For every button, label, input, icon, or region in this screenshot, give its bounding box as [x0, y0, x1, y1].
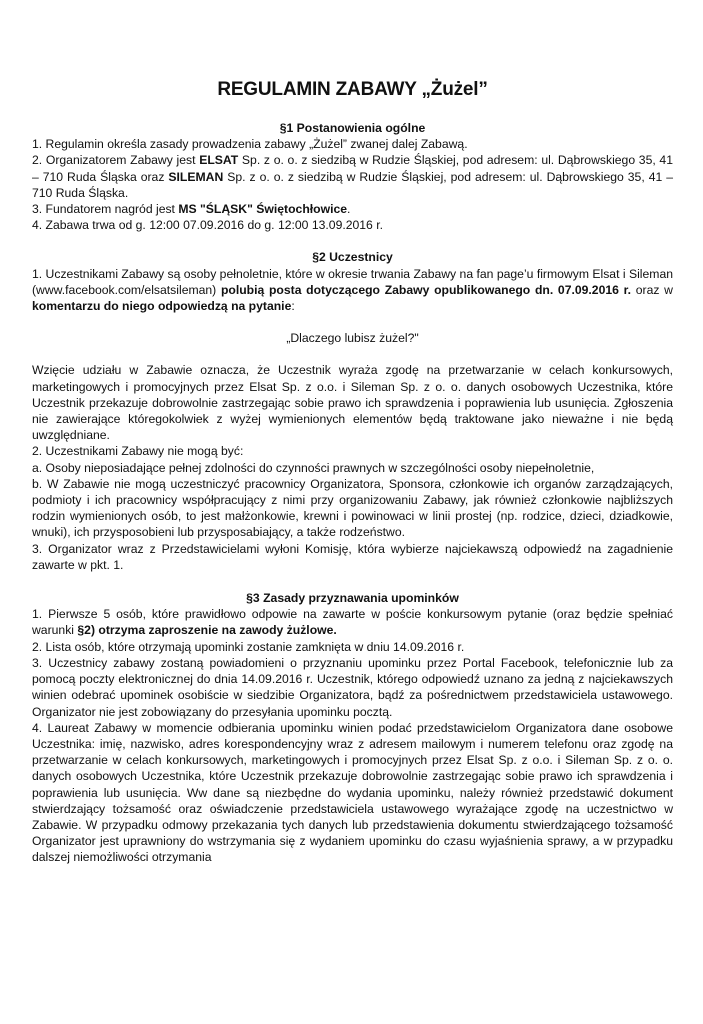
s2-paragraph-2: Wzięcie udziału w Zabawie oznacza, że Uczestnik wyraża zgodę na przetwarzanie w celach konkursowych, marketingowych i promocyjnych przez Elsat Sp. z o.o. i Sileman Sp. z o. o. danych osobowych Uczestnika, które Uczestnik przekazuje dobrowolnie zastrzegając sobie prawo ich sprawdzenia i poprawienia lub usunięcia. Zgłoszenia nie zawierające któregokolwiek z wyżej wymienionych elementów będą traktowane jako nieważne i nie będą uwzględniane. [32, 363, 673, 443]
s3-paragraph-2: 2. Lista osób, które otrzymają upominki zostanie zamknięta w dniu 14.09.2016 r. [32, 639, 465, 654]
s3-paragraph-3: 3. Uczestnicy zabawy zostaną powiadomieni o przyznaniu upominku przez Portal Facebook, telefonicznie lub za pomocą poczty elektronicznej do dnia 14.09.2016 r. Uczestnik, którego odpowiedź uznano za jedną z najciekawszych winien odebrać upominek osobiście w siedzibie Organizatora, bądź za pośrednictwem przedstawiciela ustawowego. Organizator nie jest zobowiązany do przesyłania upominku pocztą. [32, 655, 673, 719]
section-1-title: §1 Postanowienia ogólne [279, 121, 426, 135]
document-title: REGULAMIN ZABAWY „Żużel” [217, 79, 488, 100]
s1-paragraph-4: 4. Zabawa trwa od g. 12:00 07.09.2016 do g. 12:00 13.09.2016 r. [32, 218, 383, 233]
s2-paragraph-3: 2. Uczestnikami Zabawy nie mogą być: [32, 444, 244, 459]
s2-paragraph-6: 3. Organizator wraz z Przedstawicielami wyłoni Komisję, która wybierze najciekawszą odpowiedź na zagadnienie zawarte w pkt. 1. [32, 541, 673, 572]
s3-paragraph-1: 1. Pierwsze 5 osób, które prawidłowo odpowie na zawarte w poście konkursowym pytanie (oraz będzie spełniać warunki §2) otrzyma zaproszenie na zawody żużlowe. [32, 607, 673, 638]
s1-paragraph-2: 2. Organizatorem Zabawy jest ELSAT Sp. z o. o. z siedzibą w Rudzie Śląskiej, pod adresem: ul. Dąbrowskiego 35, 41 – 710 Ruda Śląska oraz SILEMAN Sp. z o. o. z siedzibą w Rudzie Śląskiej, pod adresem: ul. Dąbrowskiego 35, 41 – 710 Ruda Śląska. [32, 153, 674, 200]
section-2-title: §2 Uczestnicy [312, 250, 393, 265]
s2-paragraph-4: a. Osoby nieposiadające pełnej zdolności do czynności prawnych w szczególności osoby niepełnoletnie, [32, 460, 595, 475]
s3-paragraph-4: 4. Laureat Zabawy w momencie odbierania upominku winien podać przedstawicielom Organizatora dane osobowe Uczestnika: imię, nazwisko, adres korespondencyjny wraz z adresem mailowym i numerem telefonu oraz zgodę na przetwarzanie w celach konkursowych, marketingowych i promocyjnych przez Elsat Sp. z o.o. i Sileman Sp. z o. o. danych osobowych Uczestnika, które Uczestnik przekazuje dobrowolnie zastrzegając sobie prawo ich sprawdzenia i poprawienia lub usunięcia. Ww dane są niezbędne do wydania upominku, należy również przedstawić dokument stwierdzający tożsamość oraz oświadczenie przedstawiciela ustawowego wyrażające zgodę na uczestnictwo w Zabawie. W przypadku odmowy przekazania tych danych lub przedstawienia dokumentu stwierdzającego tożsamość Organizator jest uprawniony do wstrzymania się z wydaniem upominku do czasu wyjaśnienia sprawy, a w przypadku dalszej niemożliwości otrzymania [32, 720, 673, 865]
contest-question: „Dlaczego lubisz żużel?" [286, 331, 419, 346]
s1-paragraph-1: 1. Regulamin określa zasady prowadzenia zabawy „Żużel” zwanej dalej Zabawą. [32, 137, 468, 152]
section-3-title: §3 Zasady przyznawania upominków [246, 591, 459, 606]
s2-paragraph-1: 1. Uczestnikami Zabawy są osoby pełnoletnie, które w okresie trwania Zabawy na fan page’u firmowym Elsat i Sileman (www.facebook.com/elsatsileman) polubią posta dotyczącego Zabawy opublikowanego dn. 07.09.2016 r. oraz w komentarzu do niego odpowiedzą na pytanie: [32, 266, 673, 314]
s1-paragraph-3: 3. Fundatorem nagród jest MS "ŚLĄSK" Świętochłowice. [32, 202, 351, 217]
s2-paragraph-5: b. W Zabawie nie mogą uczestniczyć pracownicy Organizatora, Sponsora, członkowie ich organów zarządzających, podmioty i ich pracownicy współpracujący z nimi przy organizowaniu Zabawy, jak również członkowie najbliższych rodzin wymienionych osób, to jest małżonkowie, krewni i powinowaci w linii prostej (np. rodzice, dzieci, dziadkowie, wnuki), ich przysposobieni lub przysposabiający, a także rodzeństwo. [32, 476, 673, 540]
